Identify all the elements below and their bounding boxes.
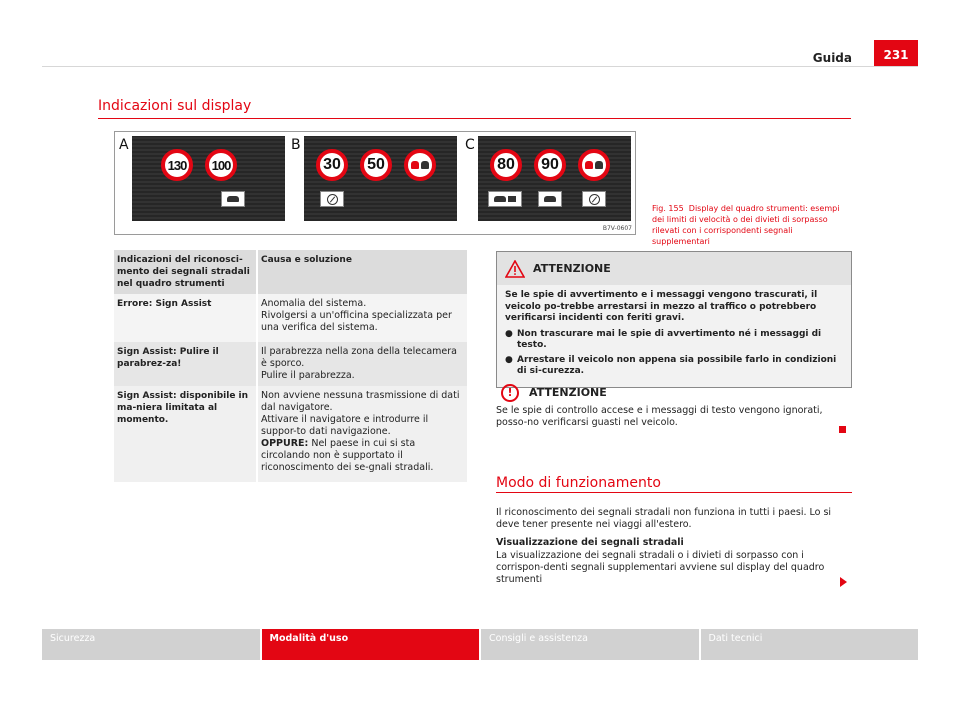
display-panel-a	[132, 136, 285, 221]
speed-limit-sign: 80	[490, 149, 522, 181]
notice-header	[496, 384, 852, 402]
figure-caption-text: Display del quadro strumenti: esempi dei limiti di velocità o dei divieti di sorpasso rilevati con i corrispondenti segnali supplementari	[652, 204, 840, 246]
solution-line-oppure	[261, 438, 464, 474]
solution-line: Non avviene nessuna trasmissione di dati dal navigatore.	[261, 390, 460, 413]
footer-tab-consigli[interactable]: Consigli e assistenza	[481, 629, 699, 660]
speed-limit-sign: 50	[360, 149, 392, 181]
supplementary-sign-car-trailer-icon	[488, 191, 522, 207]
warning-intro: Se le spie di avvertimento e i messaggi vengono trascurati, il veicolo po-trebbe arrestarsi in mezzo al traffico o potrebbero verificarsi incidenti con feriti gravi.	[505, 290, 818, 323]
no-overtaking-sign-icon	[404, 149, 436, 181]
panel-letter-c: C	[465, 137, 475, 153]
supplementary-sign-clock-icon	[582, 191, 606, 207]
section-divider	[496, 492, 852, 493]
warning-box	[496, 251, 852, 388]
solution-line: Il parabrezza nella zona della telecamera è sporco.	[261, 346, 457, 369]
list-item	[505, 329, 843, 352]
list-item	[505, 355, 843, 378]
table-row	[114, 386, 467, 482]
table-row	[114, 342, 467, 386]
table-header-cell: Causa e soluzione	[261, 255, 352, 265]
display-panel-c	[478, 136, 631, 221]
footer-tab-dati-tecnici[interactable]: Dati tecnici	[701, 629, 919, 660]
table-cell-solution	[258, 386, 467, 482]
table-header-cell: Indicazioni del riconosci-mento dei segnali stradali nel quadro strumenti	[114, 250, 258, 294]
no-overtaking-sign-icon	[578, 149, 610, 181]
warning-triangle-icon	[505, 260, 525, 278]
warning-body	[497, 285, 851, 387]
solution-line: Rivolgersi a un'officina specializzata per una verifica del sistema.	[261, 310, 452, 333]
bullet-icon: ●	[505, 354, 513, 365]
section-body	[496, 507, 852, 592]
exclamation-icon: !	[501, 384, 519, 402]
display-figure	[114, 131, 636, 235]
supplementary-sign-clock-icon	[320, 191, 344, 207]
speed-limit-sign: 90	[534, 149, 566, 181]
notice-title: ATTENZIONE	[529, 386, 607, 399]
notice-block	[496, 384, 852, 429]
footer-tab-modalita-uso[interactable]: Modalità d'uso	[262, 629, 480, 660]
table-cell-message: Sign Assist: Pulire il parabrez-za!	[114, 342, 258, 386]
solution-line: Attivare il navigatore e introdurre il suppor-to dati navigazione.	[261, 414, 429, 437]
warning-bullet-text: Arrestare il veicolo non appena sia possibile farlo in condizioni di si-curezza.	[517, 354, 837, 376]
warning-bullet-text: Non trascurare mai le spie di avvertimento né i messaggi di testo.	[517, 328, 822, 350]
display-messages-table	[114, 250, 467, 482]
table-cell-solution	[258, 294, 467, 342]
header-divider	[42, 66, 918, 67]
section-title-display: Indicazioni sul display	[98, 98, 252, 114]
panel-letter-a: A	[119, 137, 129, 153]
section-divider	[98, 118, 851, 119]
running-header-title: Guida	[812, 51, 852, 65]
panel-letter-b: B	[291, 137, 301, 153]
solution-line: Pulire il parabrezza.	[261, 370, 355, 381]
paragraph: Il riconoscimento dei segnali stradali non funziona in tutti i paesi. Lo si deve tener presente nei viaggi all'estero.	[496, 507, 832, 530]
page-number-badge: 231	[874, 40, 918, 67]
supplementary-sign-car-icon	[538, 191, 562, 207]
display-panel-b	[304, 136, 457, 221]
speed-limit-sign: 130	[161, 149, 193, 181]
warning-title: ATTENZIONE	[533, 261, 611, 275]
table-cell-message: Errore: Sign Assist	[114, 294, 258, 342]
warning-box-header	[497, 252, 851, 285]
section-title-operation: Modo di funzionamento	[496, 475, 661, 491]
notice-text: Se le spie di controllo accese e i messaggi di testo vengono ignorati, posso-no verificarsi guasti nel veicolo.	[496, 405, 823, 428]
figure-code: B7V-0607	[602, 225, 632, 232]
paragraph: La visualizzazione dei segnali stradali o i divieti di sorpasso con i corrispon-denti segnali supplementari avviene sul display del quadro strumenti	[496, 550, 825, 585]
speed-limit-sign: 100	[205, 149, 237, 181]
table-cell-solution	[258, 342, 467, 386]
bullet-icon: ●	[505, 328, 513, 339]
solution-line: Anomalia del sistema.	[261, 298, 367, 309]
figure-caption-label: Fig. 155	[652, 204, 684, 213]
footer-nav	[42, 629, 918, 660]
oppure-label: OPPURE:	[261, 438, 309, 449]
table-header-row	[114, 250, 467, 294]
supplementary-sign-car-icon	[221, 191, 245, 207]
continue-arrow-icon	[840, 577, 847, 587]
footer-tab-sicurezza[interactable]: Sicurezza	[42, 629, 260, 660]
table-row	[114, 294, 467, 342]
subheading: Visualizzazione dei segnali stradali	[496, 537, 684, 548]
table-cell-message: Sign Assist: disponibile in ma-niera limitata al momento.	[114, 386, 258, 482]
oppure-text: Nel paese in cui si sta circolando non è supportato il riconoscimento dei se-gnali stradali.	[261, 438, 434, 473]
speed-limit-sign: 30	[316, 149, 348, 181]
end-of-section-icon	[839, 426, 846, 433]
figure-caption	[652, 203, 852, 247]
